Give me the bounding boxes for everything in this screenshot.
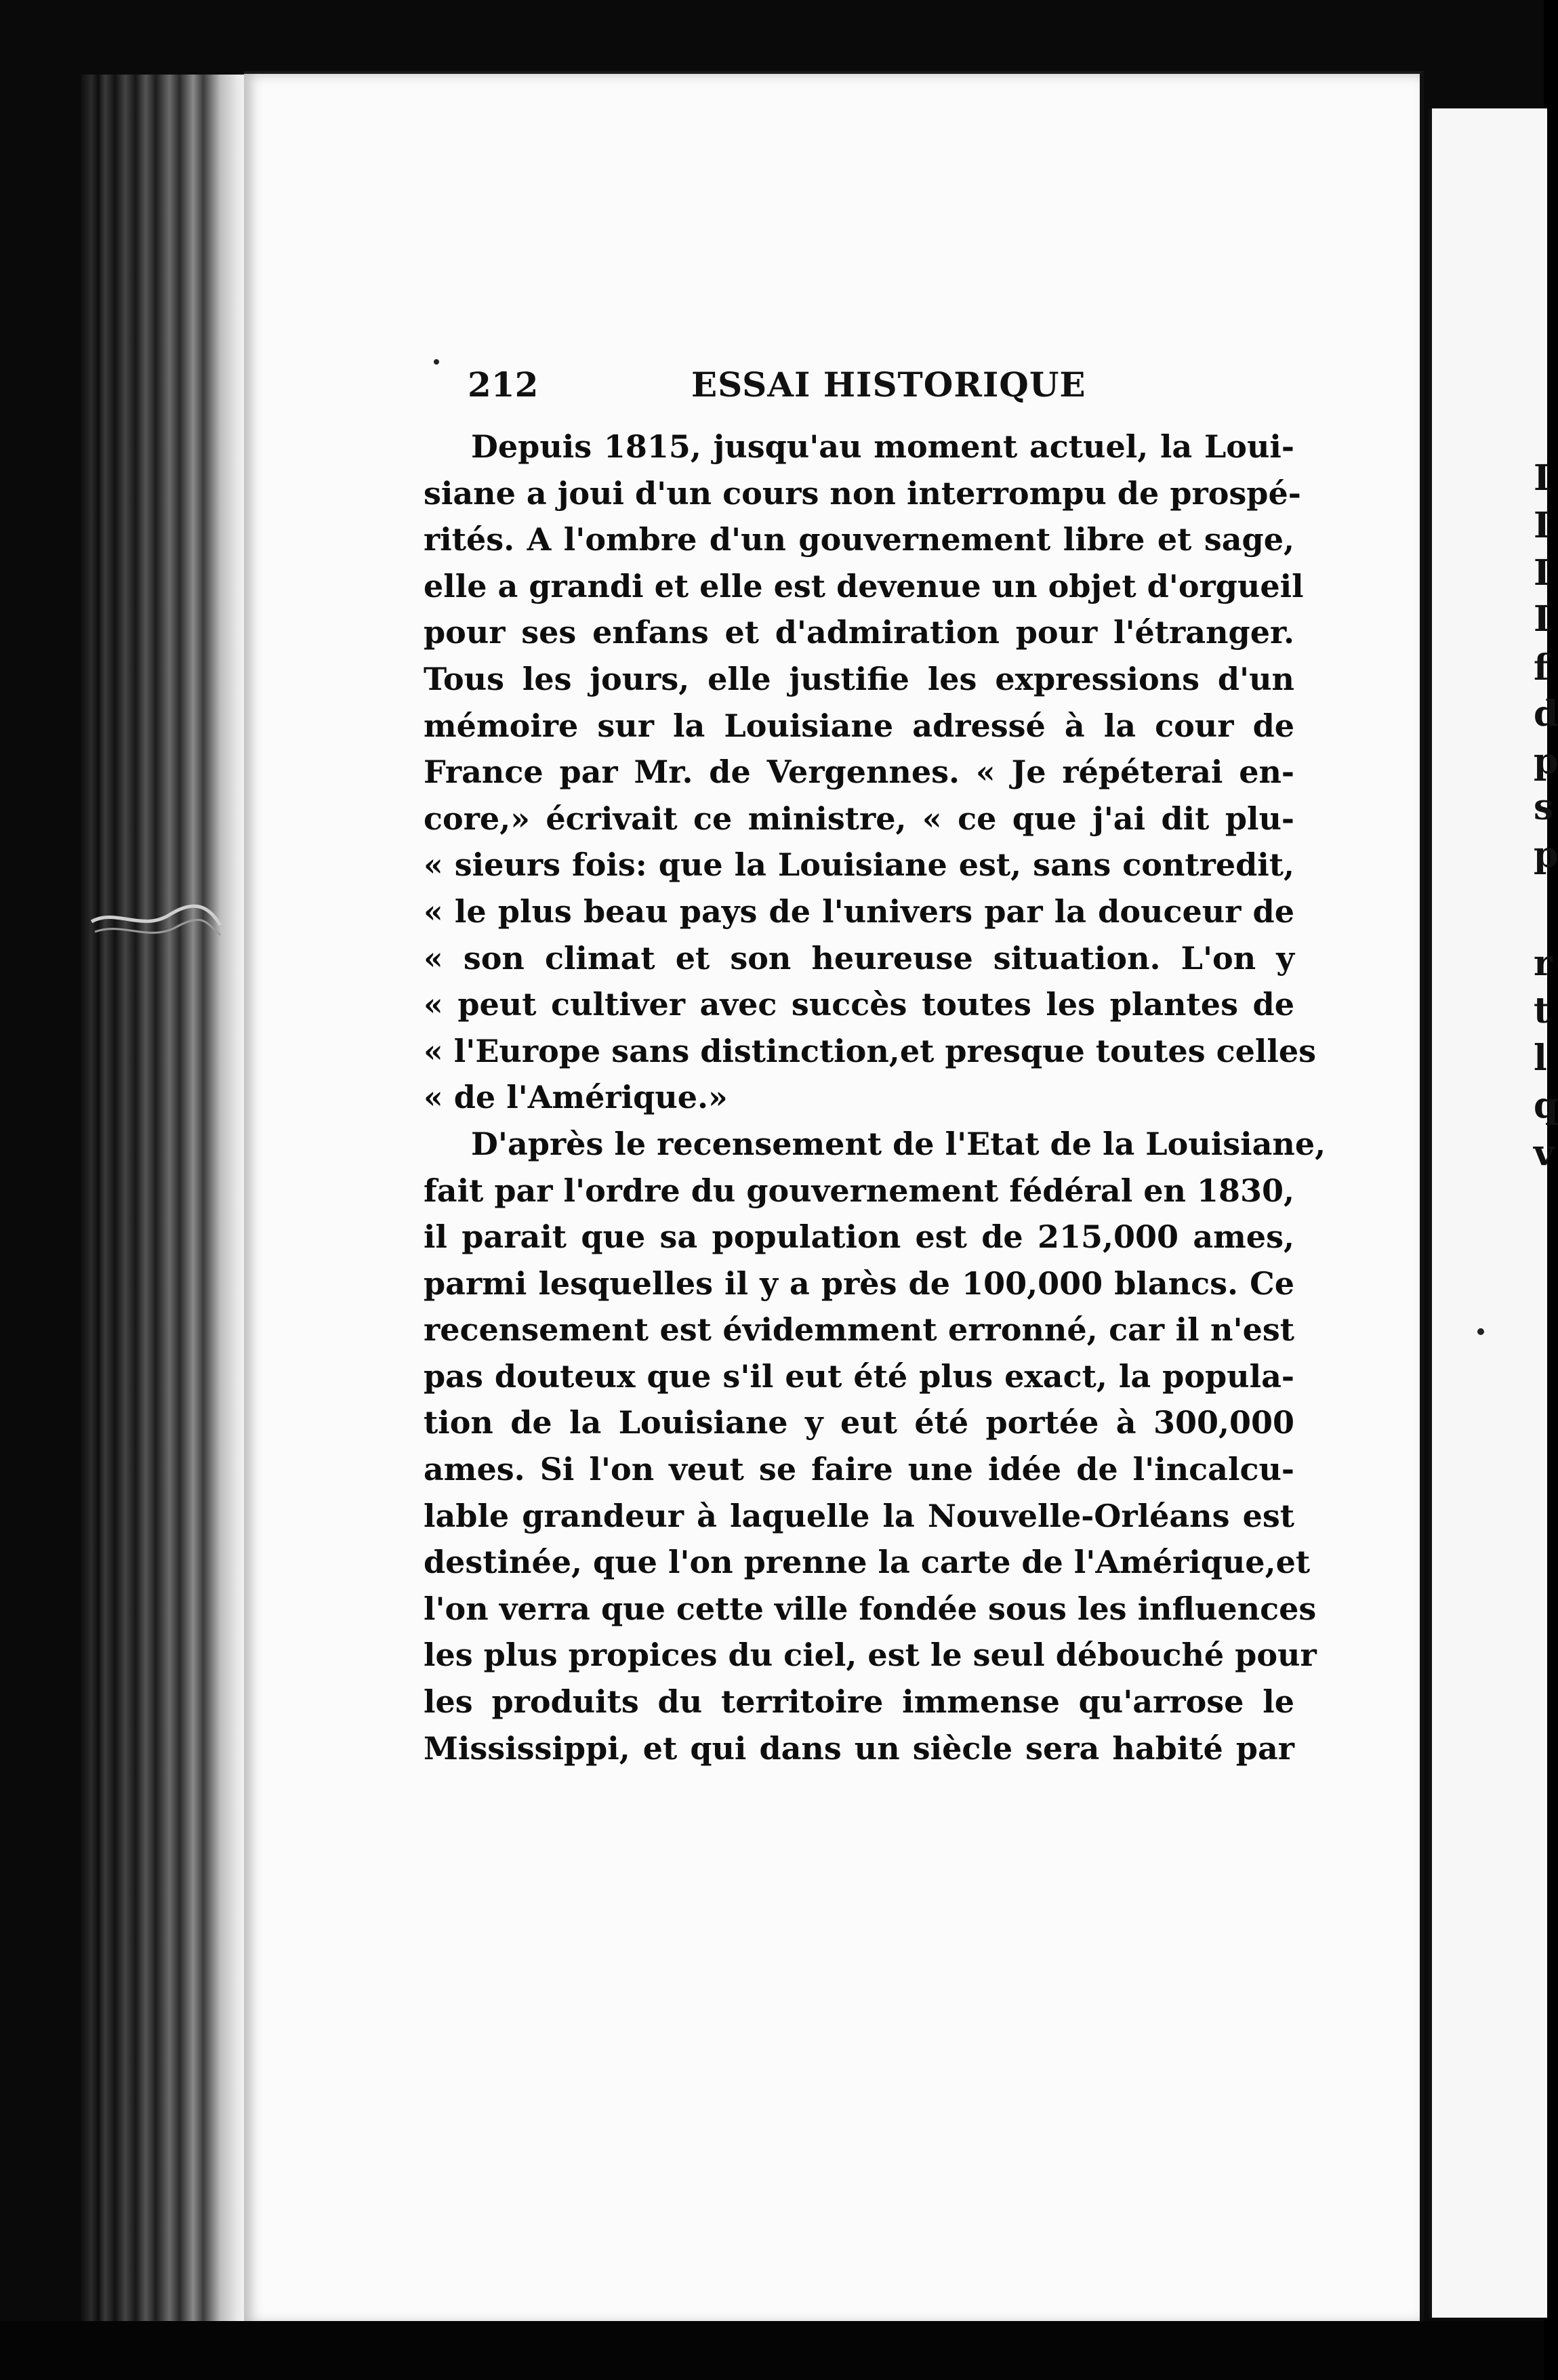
text-line: Tous les jours, elle justifie les expressions d'un xyxy=(424,660,1294,697)
text-line: les produits du territoire immense qu'arrose le xyxy=(424,1683,1294,1721)
text-line: fait par l'ordre du gouvernement fédéral en 1830, xyxy=(424,1172,1294,1209)
fragment-letter: v xyxy=(1534,1132,1555,1174)
text-line: lable grandeur à laquelle la Nouvelle-Orléans est xyxy=(424,1497,1294,1534)
text-line: recensement est évidemment erronné, car il n'est xyxy=(424,1311,1294,1349)
text-line: « son climat et son heureuse situation. L'on y xyxy=(424,939,1294,977)
text-line: les plus propices du ciel, est le seul débouché pour xyxy=(424,1637,1317,1674)
fragment-letter: l xyxy=(1534,1038,1547,1079)
fragment-letter: p xyxy=(1534,741,1558,782)
dust-speck xyxy=(1477,1328,1484,1335)
text-line: pas douteux que s'il eut été plus exact, la popula- xyxy=(424,1357,1294,1395)
body-text xyxy=(424,424,1326,1771)
page-number: 212 xyxy=(468,365,539,405)
fragment-letter: I xyxy=(1534,505,1551,546)
text-line: tion de la Louisiane y eut été portée à 300,000 xyxy=(424,1404,1294,1441)
text-line: siane a joui d'un cours non interrompu de prospé- xyxy=(424,474,1301,512)
facing-page-fragment xyxy=(1429,108,1558,2318)
scan-bottom-edge xyxy=(0,2321,1544,2380)
running-head xyxy=(468,359,1288,413)
text-line: l'on verra que cette ville fondée sous les influences xyxy=(424,1590,1317,1627)
text-line: « le plus beau pays de l'univers par la douceur de xyxy=(424,893,1294,930)
binding-string xyxy=(88,867,224,976)
text-line: « l'Europe sans distinction,et presque toutes celles xyxy=(424,1032,1316,1069)
fragment-letter: I xyxy=(1534,457,1551,499)
text-line: D'après le recensement de l'Etat de la Louisiane, xyxy=(471,1125,1326,1162)
text-line: pour ses enfans et d'admiration pour l'étranger. xyxy=(424,614,1294,651)
text-line: parmi lesquelles il y a près de 100,000 blancs. Ce xyxy=(424,1265,1294,1302)
text-line: « peut cultiver avec succès toutes les plantes de xyxy=(424,986,1294,1023)
text-line: destinée, que l'on prenne la carte de l'Amérique,et xyxy=(424,1544,1311,1581)
page-edges xyxy=(81,75,251,2324)
text-line: Mississippi, et qui dans un siècle sera habité par xyxy=(424,1729,1294,1767)
fragment-letter: p xyxy=(1534,834,1558,876)
text-line: « de l'Amérique.» xyxy=(424,1079,728,1116)
text-line: France par Mr. de Vergennes. « Je répéterai en- xyxy=(424,754,1294,791)
text-line: rités. A l'ombre d'un gouvernement libre et sage, xyxy=(424,521,1294,558)
text-line: mémoire sur la Louisiane adressé à la cour de xyxy=(424,707,1294,744)
fragment-letter: r xyxy=(1534,943,1553,984)
fragment-letter: t xyxy=(1534,990,1551,1031)
fragment-letter: I xyxy=(1534,552,1551,594)
text-line: elle a grandi et elle est devenue un objet d'orgueil xyxy=(424,567,1304,604)
fragment-letter: d xyxy=(1534,693,1558,735)
text-line: Depuis 1815, jusqu'au moment actuel, la Loui- xyxy=(471,428,1294,465)
running-title: ESSAI HISTORIQUE xyxy=(691,365,1086,405)
dust-speck xyxy=(434,359,439,365)
fragment-letter: f xyxy=(1534,647,1549,689)
fragment-letter: s xyxy=(1534,787,1554,828)
text-line: core,» écrivait ce ministre, « ce que j'ai dit plu- xyxy=(424,800,1294,837)
fragment-letter: I xyxy=(1534,598,1551,640)
fragment-letter: q xyxy=(1534,1085,1558,1126)
text-line: « sieurs fois: que la Louisiane est, sans contredit, xyxy=(424,846,1294,884)
text-line: il parait que sa population est de 215,000 ames, xyxy=(424,1218,1294,1256)
text-line: ames. Si l'on veut se faire une idée de l'incalcu- xyxy=(424,1451,1294,1488)
